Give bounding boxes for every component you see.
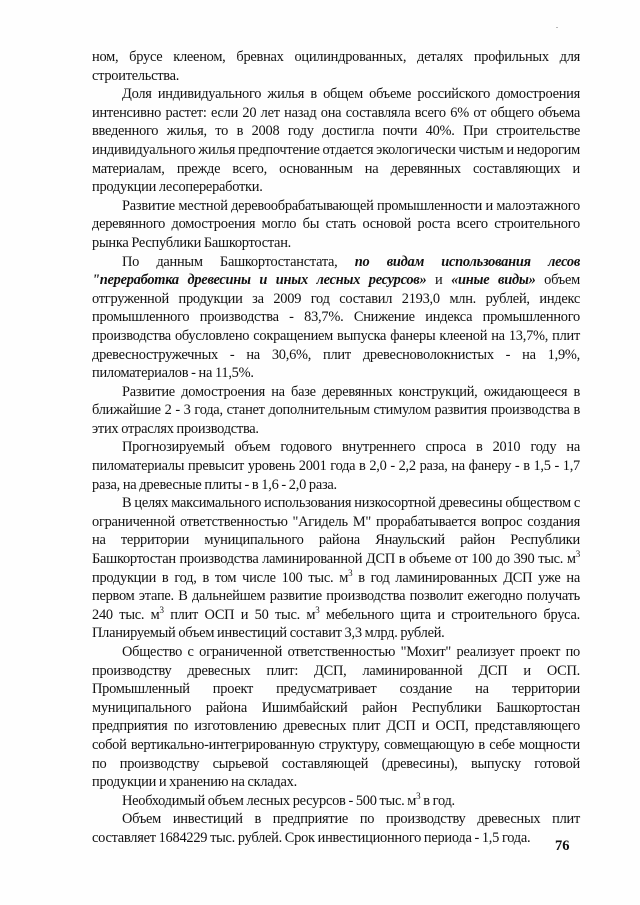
paragraph-demand-forecast: Прогнозируемый объем годового внутреннего спроса в 2010 году на пиломатериалы превысит уровень 2001 года в 2,0 - 2,2 раза, на фанеру - в 1,5 - 1,7 раза, на древесные плиты - в 1,6 - 2,0 раза. — [92, 439, 580, 493]
paragraph-agidel — [92, 494, 580, 643]
cubic-superscript: 3 — [416, 790, 421, 801]
paragraph-mokhit: Общество с ограниченной ответственностью "Мохит" реализует проект по производству древесных плит: ДСП, ламинированной ДСП и ОСП. Промышленный проект предусматривает создание на территории муниципального района Ишимбайский район Республики Башкортостан предприятия по изготовлению древесных плит ДСП и ОСП, представляющего собой вертикально-интегрированную структуру, совмещающую в себе мощности по производству сырьевой составляющей (древесины), выпуску готовой продукции и хранению на складах. — [92, 644, 580, 791]
paragraph-individual-housing: Доля индивидуального жилья в общем объеме российского домостроения интенсивно растет: если 20 лет назад она составляла всего 6% от общего объема введенного жилья, то в 2008 году достигла почти 40%. При строительстве индивидуального жилья предпочтение отдается экологически чистым и недорогим материалам, прежде всего, основанным на деревянных составляющих и продукции лесопереработки. — [92, 86, 580, 196]
statistics-mid: и — [426, 272, 452, 289]
cubic-superscript: 3 — [348, 567, 353, 578]
cubic-superscript: 3 — [159, 605, 164, 616]
agidel-text-1: В целях максимального использования низкосортной древесины обществом с ограниченной ответственностью "Агидель М" прорабатывается вопрос создания на территории муниципального района Янаульский район Республики Башкортостан производства ламинированной ДСП в объеме от 100 до 390 тыс. м — [92, 495, 580, 568]
statistics-emphasis-2: «иные виды» — [451, 272, 536, 289]
cubic-superscript: 3 — [315, 605, 320, 616]
body-text — [92, 48, 580, 848]
agidel-text-5: мебельного щита и строительного бруса. Планируемый объем инвестиций составит 3,3 млрд. рублей. — [92, 606, 580, 642]
cubic-superscript: 3 — [575, 549, 580, 560]
agidel-text-4: плит ОСП и 50 тыс. м — [163, 606, 316, 623]
statistics-tail: объем отгруженной продукции за 2009 год составил 2193,0 млн. рублей, индекс промышленного производства - 83,7%. Снижение индекса промышленного производства обусловлено сокращением выпуска фанеры клееной на 13,7%, плит древесностружечных - на 30,6%, плит древесноволокнистых - на 1,9%, пиломатериалов - на 11,5%. — [92, 272, 580, 382]
paragraph-local-industry: Развитие местной деревообрабатывающей промышленности и малоэтажного деревянного домостроения могло бы стать основой роста всего строительного рынка Республики Башкортостан. — [92, 197, 580, 251]
agidel-text-3: в год ламинированных ДСП уже на первом этапе. В дальнейшем развитие производства позволит ежегодно получать 240 тыс. м — [92, 569, 580, 623]
statistics-emphasis-1: по видам использования лесов "переработка древесины и иных лесных ресурсов» — [92, 253, 580, 289]
statistics-lead: По данным Башкортостанстата, — [122, 253, 355, 270]
paragraph-house-building: Развитие домостроения на базе деревянных конструкций, ожидающееся в ближайшие 2 - 3 года, станет дополнительным стимулом развития производства в этих отраслях производства. — [92, 383, 580, 437]
paragraph-investment: Объем инвестиций в предприятие по производству древесных плит составляет 1684229 тыс. рублей. Срок инвестиционного периода - 1,5 года. — [92, 811, 580, 846]
forest-resources-text-2: в год. — [420, 792, 455, 809]
paragraph-continuation: ном, брусе клееном, бревнах оцилиндрованных, деталях профильных для строительства. — [92, 49, 580, 84]
agidel-text-2: продукции в год, в том числе 100 тыс. м — [92, 569, 349, 586]
forest-resources-text-1: Необходимый объем лесных ресурсов - 500 тыс. м — [122, 792, 417, 809]
paragraph-statistics — [92, 253, 580, 383]
paragraph-forest-resources — [92, 792, 580, 811]
page-number: 76 — [555, 838, 570, 854]
scan-speck — [556, 27, 558, 28]
